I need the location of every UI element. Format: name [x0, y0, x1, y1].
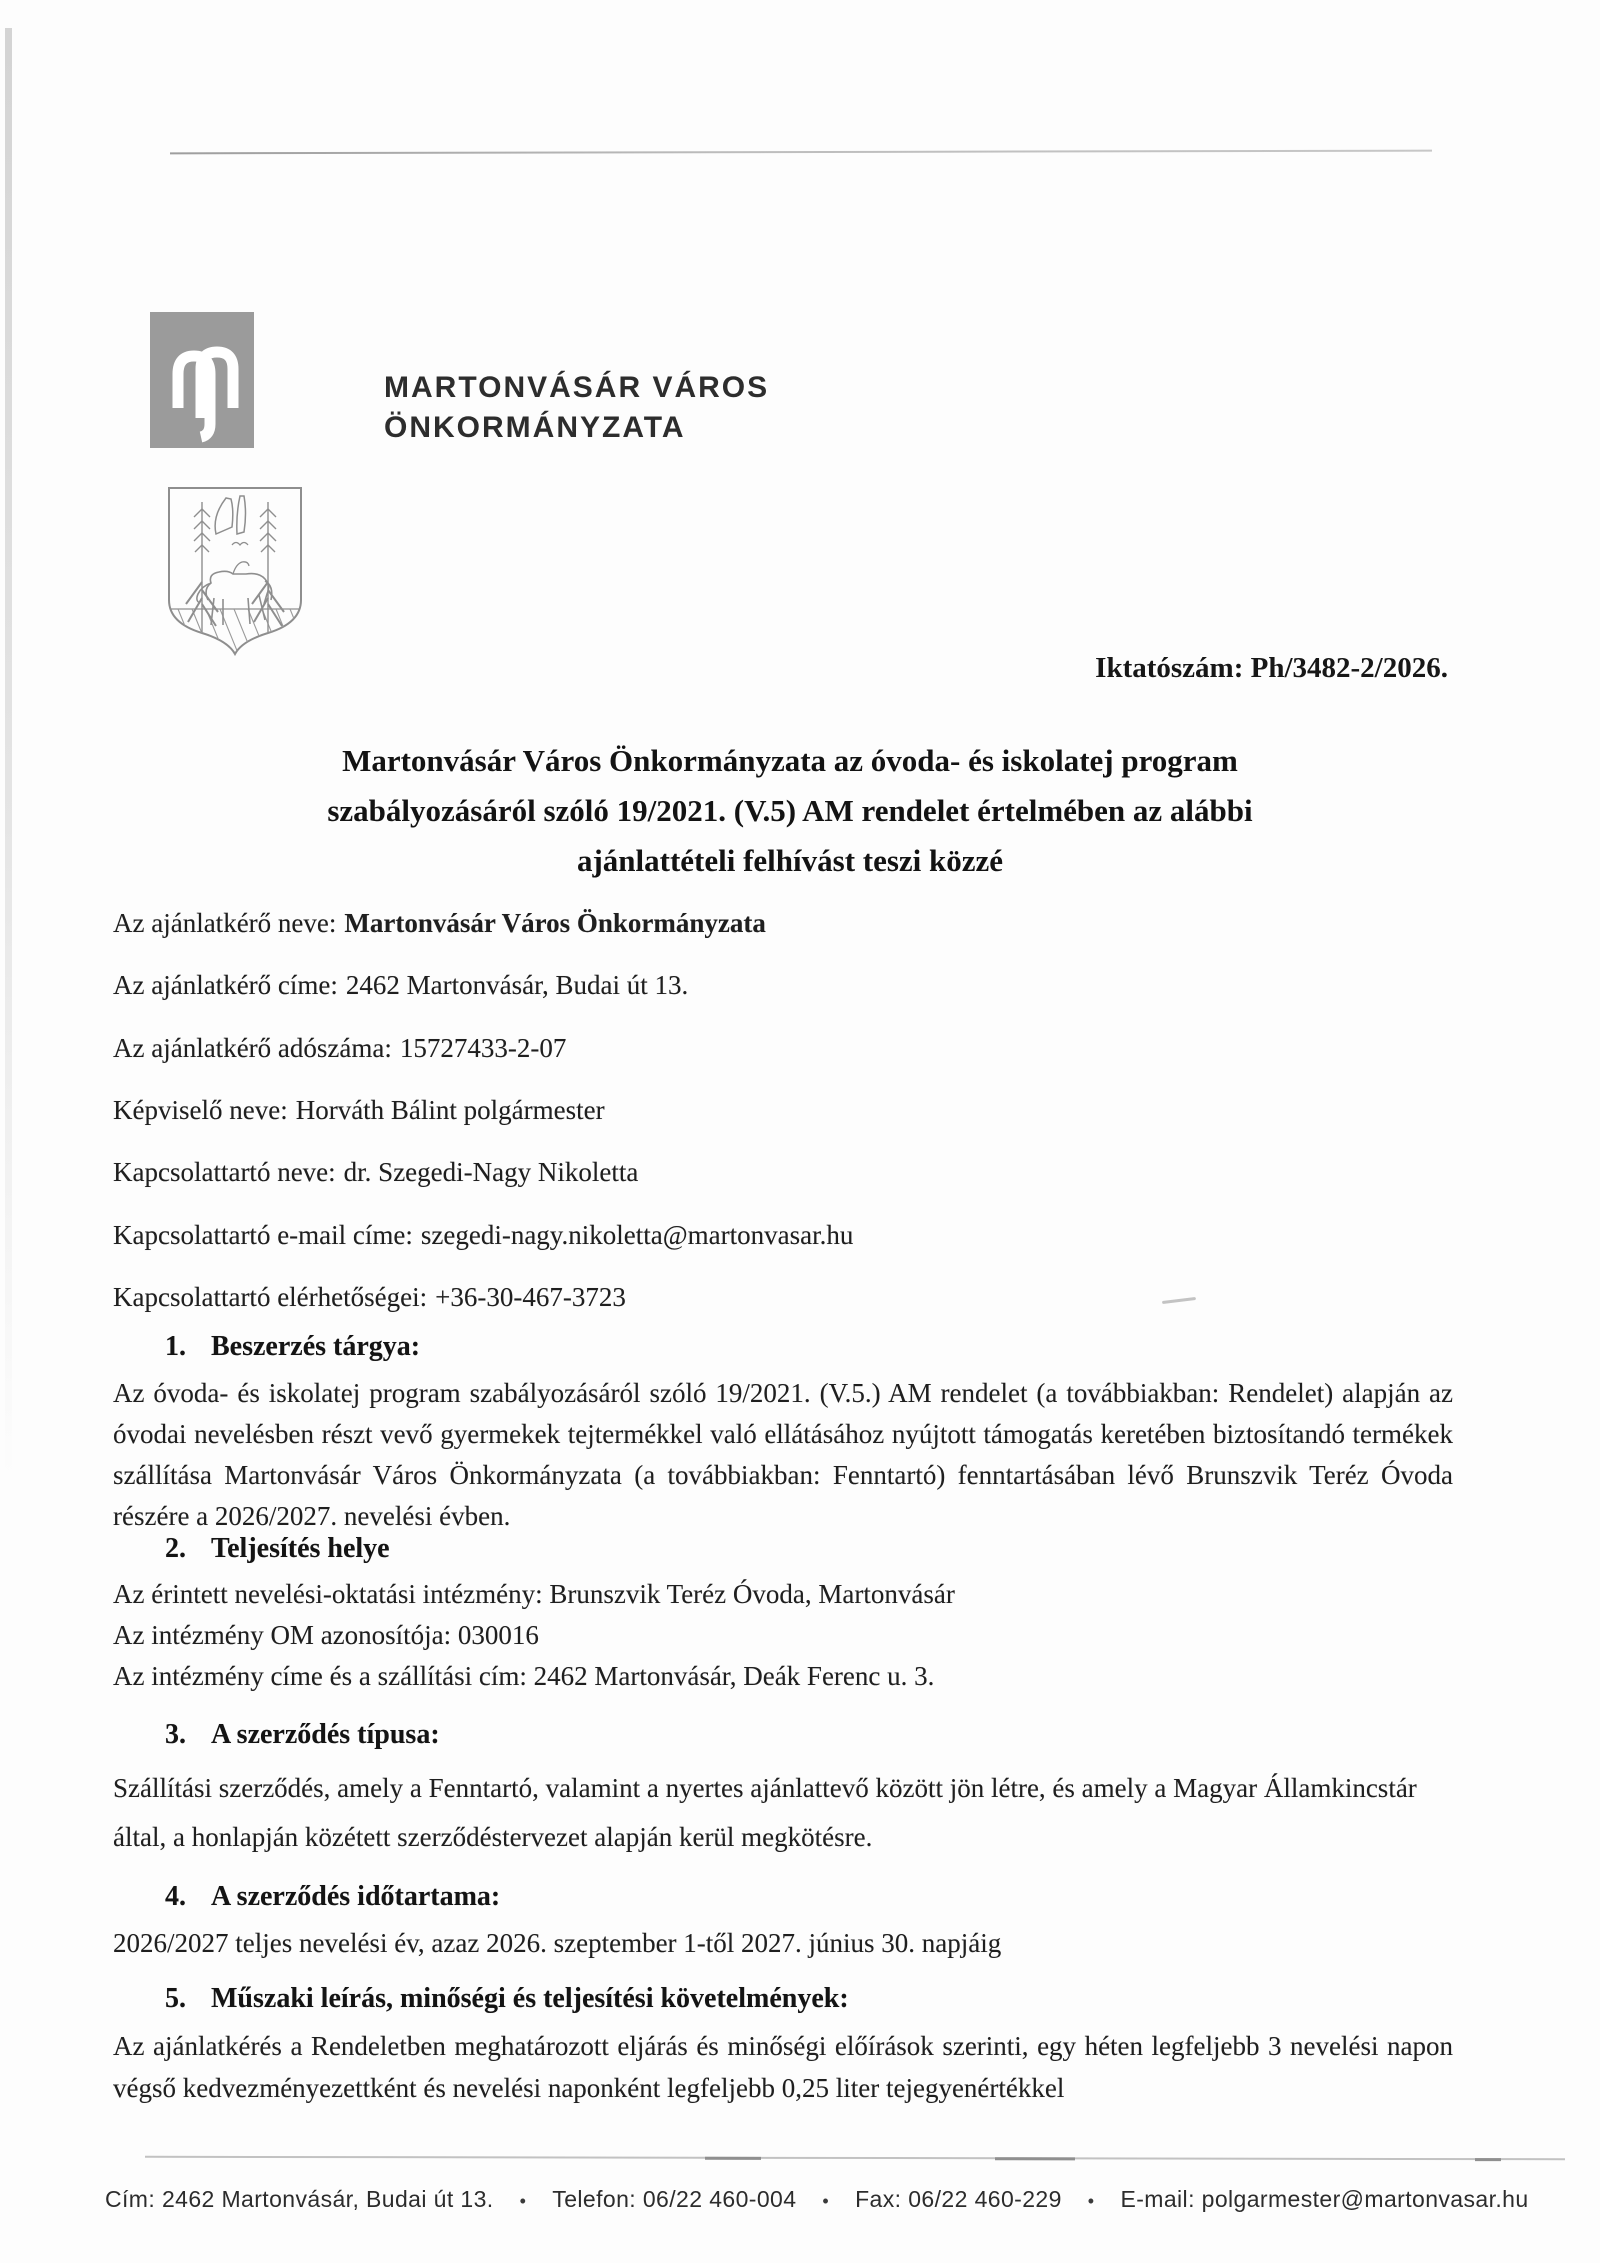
footer-divider — [145, 2156, 1565, 2160]
contact-line-taxnumber — [113, 1033, 566, 1064]
institution-line: Az érintett nevelési-oktatási intézmény: Brunszvik Teréz Óvoda, Martonvásár — [113, 1579, 955, 1609]
footer — [105, 2186, 1555, 2213]
section-number: 3. — [165, 1719, 186, 1750]
section-number: 1. — [165, 1331, 186, 1362]
section-title: A szerződés időtartama: — [211, 1881, 501, 1912]
contact-label: Kapcsolattartó neve: — [113, 1157, 336, 1187]
contact-value: szegedi-nagy.nikoletta@martonvasar.hu — [420, 1220, 854, 1250]
footer-address: Cím: 2462 Martonvásár, Budai út 13. — [105, 2186, 494, 2212]
footer-bullet-icon: • — [1087, 2191, 1095, 2211]
footer-divider-dash — [705, 2157, 761, 2160]
section-heading — [113, 1718, 1453, 1752]
contact-line-email — [113, 1220, 853, 1251]
contact-value: +36-30-467-3723 — [435, 1282, 626, 1312]
section-body — [113, 1574, 1453, 1697]
scan-smudge — [1162, 1297, 1196, 1304]
footer-phone: Telefon: 06/22 460-004 — [552, 2186, 797, 2212]
contact-label: Kapcsolattartó e-mail címe: — [113, 1220, 413, 1250]
contact-line-representative — [113, 1095, 605, 1126]
section-title: A szerződés típusa: — [211, 1719, 440, 1750]
section-place-of-performance — [113, 1532, 1453, 1697]
contact-line-contactperson — [113, 1157, 638, 1188]
document-title — [165, 736, 1415, 886]
section-body: Az óvoda- és iskolatej program szabályozásáról szóló 19/2021. (V.5.) AM rendelet (a továbbiakban: Rendelet) alapján az óvodai nevelésben részt vevő gyermekek tejtermékkel való ellátásához nyújtott támogatás keretében biztosítandó termékek szállítása Martonvásár Város Önkormányzata (a továbbiakban: Fenntartó) fenntartásában lévő Brunszvik Teréz Óvoda részére a 2026/2027. nevelési évben. — [113, 1378, 1453, 1531]
registration-number: Iktatószám: Ph/3482-2/2026. — [1095, 652, 1448, 684]
title-line-3: ajánlattételi felhívást teszi közzé — [576, 843, 1004, 878]
contact-line-name — [113, 908, 766, 939]
contact-label: Az ajánlatkérő adószáma: — [113, 1033, 392, 1063]
coat-of-arms — [162, 482, 308, 660]
section-body: Szállítási szerződés, amely a Fenntartó, valamint a nyertes ajánlattevő között jön létre, és amely a Magyar Államkincstár által, a honlapján közétett szerződéstervezet alapján kerül megkötésre. — [113, 1773, 1417, 1852]
section-heading — [113, 1880, 1453, 1914]
footer-divider-dash — [995, 2157, 1075, 2160]
contact-label: Az ajánlatkérő neve: — [113, 908, 337, 938]
section-title: Beszerzés tárgya: — [211, 1331, 421, 1362]
contact-label: Képviselő neve: — [113, 1095, 288, 1125]
contact-label: Az ajánlatkérő címe: — [113, 970, 338, 1000]
contact-line-address — [113, 970, 688, 1001]
section-title: Műszaki leírás, minőségi és teljesítési követelmények: — [211, 1983, 849, 2014]
footer-email: E-mail: polgarmester@martonvasar.hu — [1120, 2186, 1529, 2212]
org-name-line1: MARTONVÁSÁR VÁROS — [384, 371, 770, 404]
coat-of-arms-icon — [162, 482, 308, 660]
footer-fax: Fax: 06/22 460-229 — [855, 2186, 1062, 2212]
municipality-logo — [150, 312, 254, 448]
contact-line-phone — [113, 1282, 626, 1313]
section-contract-type — [113, 1718, 1453, 1862]
section-title: Teljesítés helye — [211, 1533, 390, 1564]
title-line-2: szabályozásáról szóló 19/2021. (V.5) AM rendelet értelmében az alábbi — [327, 793, 1253, 828]
section-contract-duration — [113, 1880, 1453, 1964]
contact-value: Horváth Bálint polgármester — [295, 1095, 605, 1125]
scan-edge-artifact — [5, 28, 12, 1478]
footer-bullet-icon: • — [822, 2191, 830, 2211]
title-line-1: Martonvásár Város Önkormányzata az óvoda- és iskolatej program — [342, 743, 1238, 778]
contact-label: Kapcsolattartó elérhetőségei: — [113, 1282, 428, 1312]
section-number: 2. — [165, 1533, 186, 1564]
section-subject — [113, 1330, 1453, 1537]
section-heading — [113, 1532, 1453, 1566]
m-monogram-icon — [150, 312, 254, 448]
footer-bullet-icon: • — [519, 2191, 527, 2211]
section-technical-requirements — [113, 1982, 1453, 2109]
org-name-line2: ÖNKORMÁNYZATA — [384, 411, 686, 444]
section-body: Az ajánlatkérés a Rendeletben meghatározott eljárás és minőségi előírások szerinti, egy héten legfeljebb 3 nevelési napon végső kedvezményezettként és nevelési naponként legfeljebb 0,25 liter tejegyenértékkel — [113, 2031, 1453, 2103]
om-id-line: Az intézmény OM azonosítója: 030016 — [113, 1620, 539, 1650]
contact-value: 2462 Martonvásár, Budai út 13. — [345, 970, 689, 1000]
contact-value: dr. Szegedi-Nagy Nikoletta — [343, 1157, 639, 1187]
section-heading — [113, 1330, 1453, 1364]
footer-divider-dash — [1475, 2158, 1501, 2161]
section-number: 5. — [165, 1983, 186, 2014]
section-number: 4. — [165, 1881, 186, 1912]
scan-line-top — [170, 150, 1432, 155]
contact-value: Martonvásár Város Önkormányzata — [344, 908, 766, 938]
organization-name — [384, 368, 769, 448]
section-body: 2026/2027 teljes nevelési év, azaz 2026. szeptember 1-től 2027. június 30. napjáig — [113, 1928, 1002, 1958]
contact-value: 15727433-2-07 — [399, 1033, 567, 1063]
delivery-address-line: Az intézmény címe és a szállítási cím: 2462 Martonvásár, Deák Ferenc u. 3. — [113, 1661, 935, 1691]
section-heading — [113, 1982, 1453, 2016]
